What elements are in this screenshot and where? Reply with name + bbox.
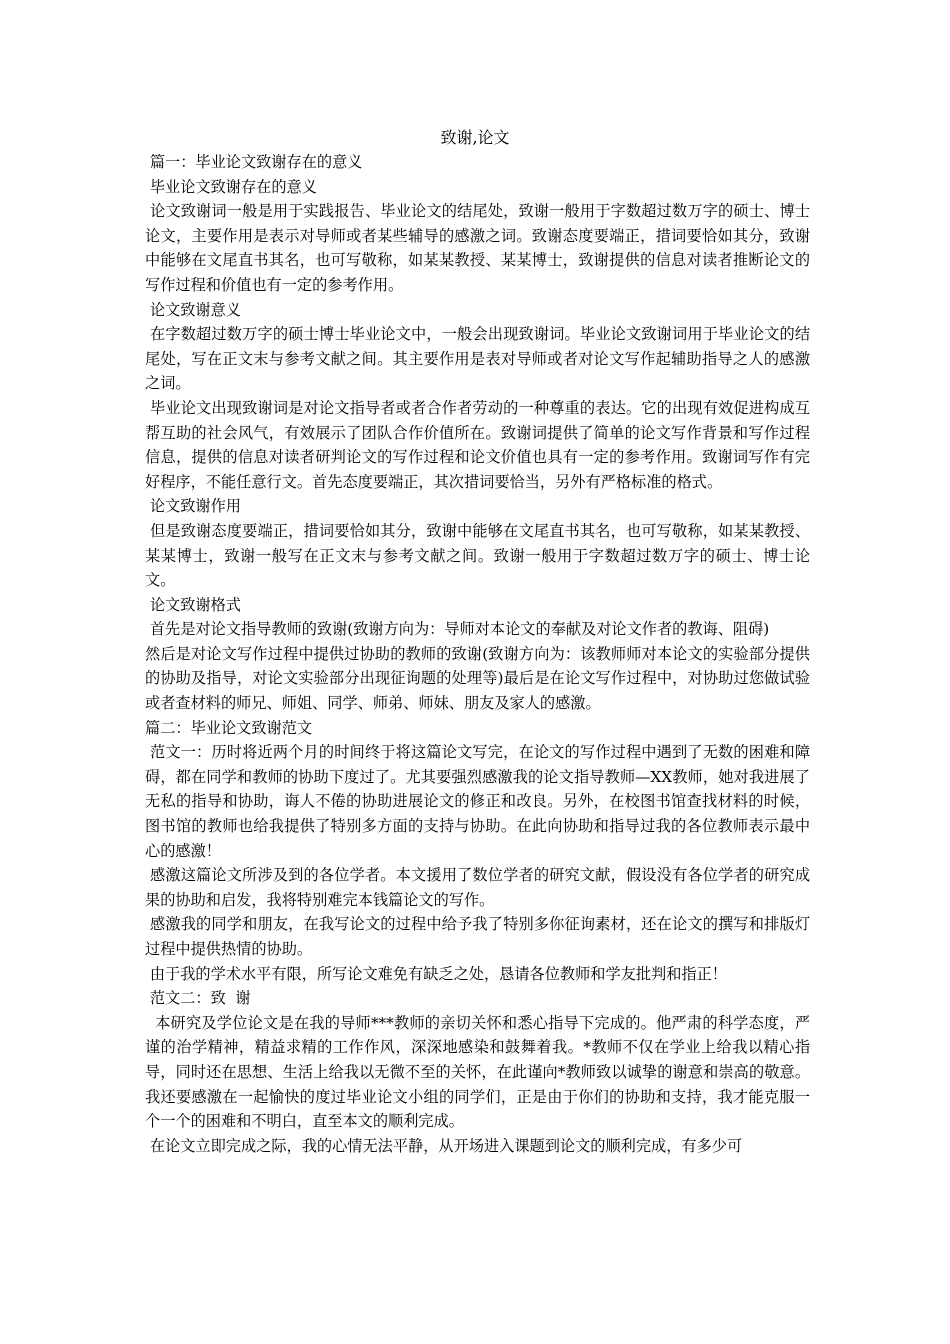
body-paragraph: 然后是对论文写作过程中提供过协助的教师的致谢(致谢方向为：该教师师对本论文的实验部分提供的协助及指导，对论文实验部分出现征询题的处理等)最后是在论文写作过程中，对协助过您做试验或者查材料的师兄、师姐、同学、师弟、师妹、朋友及家人的感激。 — [145, 644, 810, 713]
body-paragraph: 毕业论文出现致谢词是对论文指导者或者合作者劳动的一种尊重的表达。它的出现有效促进构成互帮互助的社会风气，有效展示了团队合作价值所在。致谢词提供了简单的论文写作背景和写作过程信息，提供的信息对读者研判论文的写作过程和论文价值也具有一定的参考作用。致谢词写作有完好程序，不能任意行文。首先态度要端正，其次措词要恰当，另外有严格标准的格式。 — [145, 398, 811, 491]
body-paragraph: 篇二：毕业论文致谢范文 — [145, 718, 313, 737]
document-body — [145, 150, 810, 1158]
body-paragraph: 论文致谢词一般是用于实践报告、毕业论文的结尾处，致谢一般用于字数超过数万字的硕士、博士论文，主要作用是表示对导师或者某些辅导的感激之词。致谢态度要端正，措词要恰如其分，致谢中能够在文尾直书其名，也可写敬称，如某某教授、某某博士，致谢提供的信息对读者推断论文的写作过程和价值也有一定的参考作用。 — [145, 202, 811, 294]
body-paragraph: 在字数超过数万字的硕士博士毕业论文中，一般会出现致谢词。毕业论文致谢词用于毕业论文的结尾处，写在正文末与参考文献之间。其主要作用是表对导师或者对论文写作起辅助指导之人的感激之词。 — [145, 325, 811, 393]
body-paragraph: 但是致谢态度要端正，措词要恰如其分，致谢中能够在文尾直书其名，也可写敬称，如某某教授、某某博士，致谢一般写在正文末与参考文献之间。致谢一般用于字数超过数万字的硕士、博士论文。 — [145, 521, 811, 590]
body-paragraph: 篇一：毕业论文致谢存在的意义 — [145, 153, 363, 171]
body-paragraph: 感激这篇论文所涉及到的各位学者。本文援用了数位学者的研究文献，假设没有各位学者的研究成果的协助和启发，我将特别难完本钱篇论文的写作。 — [145, 866, 811, 909]
body-paragraph: 由于我的学术水平有限，所写论文难免有缺乏之处，恳请各位教师和学友批判和指正！ — [145, 964, 727, 983]
body-paragraph: 论文致谢意义 — [145, 300, 241, 319]
body-paragraph: 论文致谢格式 — [145, 595, 241, 614]
body-paragraph: 感激我的同学和朋友，在我写论文的过程中给予我了特别多你征询素材，还在论文的撰写和排版灯过程中提供热情的协助。 — [145, 915, 811, 958]
body-paragraph: 毕业论文致谢存在的意义 — [145, 177, 317, 196]
body-paragraph: 在论文立即完成之际，我的心情无法平静，从开场进入课题到论文的顺利完成，有多少可 — [145, 1136, 743, 1155]
document-title: 致谢,论文 — [440, 128, 510, 147]
body-paragraph: 本研究及学位论文是在我的导师***教师的亲切关怀和悉心指导下完成的。他严肃的科学态度，严谨的治学精神，精益求精的工作作风，深深地感染和鼓舞着我。*教师不仅在学业上给我以精心指导，同时还在思想、生活上给我以无微不至的关怀，在此谨向*教师致以诚挚的谢意和崇高的敬意。我还要感激在一起愉快的度过毕业论文小组的同学们，正是由于你们的协助和支持，我才能克服一个一个的困难和不明白，直至本文的顺利完成。 — [145, 1013, 811, 1131]
body-paragraph: 首先是对论文指导教师的致谢(致谢方向为：导师对本论文的奉献及对论文作者的教诲、阻碍) — [145, 620, 770, 639]
body-paragraph: 范文二：致 谢 — [145, 989, 251, 1008]
body-paragraph: 范文一：历时将近两个月的时间终于将这篇论文写完，在论文的写作过程中遇到了无数的困难和障碍，都在同学和教师的协助下度过了。尤其要强烈感激我的论文指导教师—XX教师，她对我进展了无私的指导和协助，诲人不倦的协助进展论文的修正和改良。另外，在校图书馆查找材料的时候，图书馆的教师也给我提供了特别多方面的支持与协助。在此向协助和指导过我的各位教师表示最中心的感激！ — [145, 743, 811, 860]
body-paragraph: 论文致谢作用 — [145, 497, 241, 516]
